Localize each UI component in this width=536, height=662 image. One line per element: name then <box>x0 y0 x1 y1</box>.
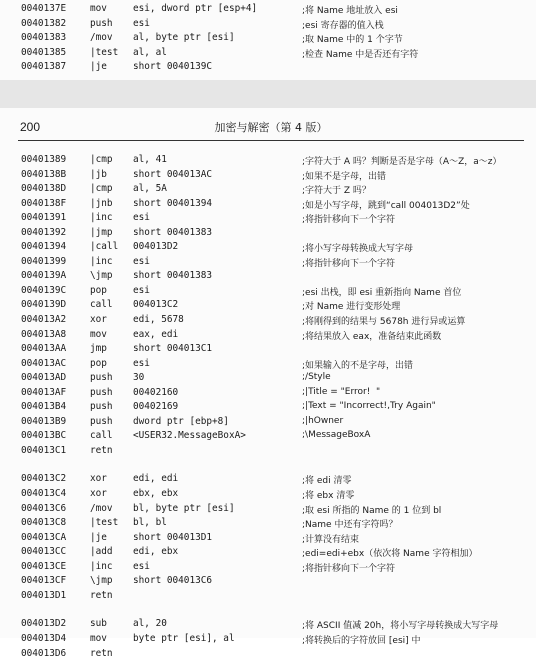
operands: edi, edi <box>133 473 178 484</box>
operands: al, al <box>133 47 167 58</box>
mnemonic: |jb <box>90 169 107 180</box>
address: 004013C4 <box>21 488 66 499</box>
mnemonic: |test <box>90 47 118 58</box>
address: 004013B4 <box>21 401 66 412</box>
comment: ;将 ASCII 值减 20h，将小写字母转换成大写字母 <box>302 618 498 631</box>
code-line <box>0 445 536 460</box>
code-line <box>0 241 536 256</box>
operands: 00402160 <box>133 387 178 398</box>
mnemonic: |je <box>90 532 107 543</box>
blank-line <box>0 604 536 618</box>
address: 0040138B <box>21 169 66 180</box>
comment: ;将指针移向下一个字符 <box>302 256 395 269</box>
page-number: 200 <box>20 120 40 134</box>
operands: ebx, ebx <box>133 488 178 499</box>
address: 004013B9 <box>21 416 66 427</box>
comment: ;取 Name 中的 1 个字节 <box>302 32 403 45</box>
operands: esi <box>133 561 150 572</box>
address: 004013AC <box>21 358 66 369</box>
address: 004013CA <box>21 532 66 543</box>
operands: esi <box>133 256 150 267</box>
operands: byte ptr [esi], al <box>133 633 235 644</box>
operands: 004013D2 <box>133 241 178 252</box>
comment: ;如果不是字母，出错 <box>302 169 386 182</box>
operands: <USER32.MessageBoxA> <box>133 430 246 441</box>
code-line <box>0 488 536 503</box>
address: 004013AA <box>21 343 66 354</box>
code-line <box>0 32 536 47</box>
book-title: 加密与解密（第 4 版） <box>18 119 524 135</box>
address: 004013D1 <box>21 590 66 601</box>
operands: dword ptr [ebp+8] <box>133 416 229 427</box>
code-line <box>0 256 536 271</box>
code-line <box>0 590 536 605</box>
page-header <box>18 118 524 141</box>
comment: ;将结果放入 eax，准备结束此函数 <box>302 329 441 342</box>
comment: ;字符大于 Z 吗？ <box>302 183 371 196</box>
code-line <box>0 169 536 184</box>
mnemonic: |jmp <box>90 227 113 238</box>
address: 004013D6 <box>21 648 66 659</box>
address: 00401389 <box>21 154 66 165</box>
comment: ;esi 寄存器的值入栈 <box>302 18 384 31</box>
comment: ;将刚得到的结果与 5678h 进行异或运算 <box>302 314 465 327</box>
comment: ;edi=edi+ebx（依次将 Name 字符相加） <box>302 546 477 559</box>
operands: short 00401383 <box>133 227 212 238</box>
address: 004013A8 <box>21 329 66 340</box>
address: 004013C1 <box>21 445 66 456</box>
code-line <box>0 314 536 329</box>
operands: 004013C2 <box>133 299 178 310</box>
comment: ;|hOwner <box>302 416 343 426</box>
comment: ;esi 出栈，即 esi 重新指向 Name 首位 <box>302 285 461 298</box>
mnemonic: mov <box>90 633 107 644</box>
blank-line <box>0 459 536 473</box>
operands: bl, bl <box>133 517 167 528</box>
mnemonic: mov <box>90 329 107 340</box>
comment: ;对 Name 进行变形处理 <box>302 299 400 312</box>
mnemonic: xor <box>90 473 107 484</box>
code-line <box>0 18 536 33</box>
code-listing <box>0 154 536 662</box>
address: 0040139D <box>21 299 66 310</box>
operands: 30 <box>133 372 144 383</box>
address: 00401391 <box>21 212 66 223</box>
operands: 00402169 <box>133 401 178 412</box>
operands: short 00401394 <box>133 198 212 209</box>
operands: short 0040139C <box>133 61 212 72</box>
comment: ;/Style <box>302 372 331 382</box>
code-line <box>0 270 536 285</box>
code-line <box>0 183 536 198</box>
mnemonic: sub <box>90 618 107 629</box>
code-line <box>0 387 536 402</box>
comment: ;取 esi 所指的 Name 的 1 位到 bl <box>302 503 441 516</box>
code-line <box>0 532 536 547</box>
comment: ;将 ebx 清零 <box>302 488 354 501</box>
address: 004013D2 <box>21 618 66 629</box>
mnemonic: |test <box>90 517 118 528</box>
operands: short 004013C6 <box>133 575 212 586</box>
code-line <box>0 343 536 358</box>
comment: ;检查 Name 中是否还有字符 <box>302 47 418 60</box>
comment: ;将 Name 地址放入 esi <box>302 3 398 16</box>
mnemonic: |cmp <box>90 154 113 165</box>
address: 004013C6 <box>21 503 66 514</box>
address: 00401383 <box>21 32 66 43</box>
mnemonic: retn <box>90 648 113 659</box>
mnemonic: push <box>90 387 113 398</box>
mnemonic: /mov <box>90 32 113 43</box>
comment: ;\MessageBoxA <box>302 430 370 440</box>
address: 0040139C <box>21 285 66 296</box>
operands: al, byte ptr [esi] <box>133 32 235 43</box>
code-line <box>0 47 536 62</box>
address: 0040139A <box>21 270 66 281</box>
mnemonic: retn <box>90 445 113 456</box>
address: 004013C2 <box>21 473 66 484</box>
address: 004013AD <box>21 372 66 383</box>
comment: ;字符大于 A 吗？判断是否是字母（A～Z，a～z） <box>302 154 501 167</box>
comment: ;将 edi 清零 <box>302 473 352 486</box>
comment: ;将小写字母转换成大写字母 <box>302 241 413 254</box>
mnemonic: retn <box>90 590 113 601</box>
operands: esi <box>133 212 150 223</box>
mnemonic: jmp <box>90 343 107 354</box>
operands: al, 41 <box>133 154 167 165</box>
mnemonic: call <box>90 430 113 441</box>
mnemonic: pop <box>90 358 107 369</box>
code-line <box>0 618 536 633</box>
comment: ;|Title = "Error! " <box>302 387 380 397</box>
code-line <box>0 198 536 213</box>
mnemonic: \jmp <box>90 575 113 586</box>
code-line <box>0 61 536 76</box>
comment: ;|Text = "Incorrect!,Try Again" <box>302 401 436 411</box>
comment: ;将指针移向下一个字符 <box>302 212 395 225</box>
operands: eax, edi <box>133 329 178 340</box>
code-line <box>0 329 536 344</box>
mnemonic: |jnb <box>90 198 113 209</box>
operands: edi, ebx <box>133 546 178 557</box>
code-line <box>0 154 536 169</box>
address: 004013D4 <box>21 633 66 644</box>
code-line <box>0 3 536 18</box>
address: 004013CE <box>21 561 66 572</box>
code-line <box>0 358 536 373</box>
operands: esi <box>133 285 150 296</box>
address: 004013C8 <box>21 517 66 528</box>
code-line <box>0 430 536 445</box>
comment: ;如果输入的不是字母，出错 <box>302 358 413 371</box>
mnemonic: /mov <box>90 503 113 514</box>
code-line <box>0 473 536 488</box>
address: 00401399 <box>21 256 66 267</box>
code-line <box>0 546 536 561</box>
mnemonic: push <box>90 372 113 383</box>
mnemonic: \jmp <box>90 270 113 281</box>
address: 0040137E <box>21 3 66 14</box>
address: 0040138F <box>21 198 66 209</box>
code-line <box>0 212 536 227</box>
code-line <box>0 401 536 416</box>
address: 0040138D <box>21 183 66 194</box>
code-line <box>0 299 536 314</box>
operands: al, 20 <box>133 618 167 629</box>
page <box>0 108 536 638</box>
mnemonic: xor <box>90 488 107 499</box>
code-line <box>0 575 536 590</box>
code-line <box>0 561 536 576</box>
operands: short 004013D1 <box>133 532 212 543</box>
mnemonic: mov <box>90 3 107 14</box>
address: 004013BC <box>21 430 66 441</box>
comment: ;将指针移向下一个字符 <box>302 561 395 574</box>
code-line <box>0 648 536 662</box>
mnemonic: push <box>90 401 113 412</box>
mnemonic: |je <box>90 61 107 72</box>
comment: ;计算没有结束 <box>302 532 359 545</box>
mnemonic: push <box>90 18 113 29</box>
address: 004013CF <box>21 575 66 586</box>
address: 00401392 <box>21 227 66 238</box>
comment: ;Name 中还有字符吗？ <box>302 517 397 530</box>
address: 00401394 <box>21 241 66 252</box>
mnemonic: push <box>90 416 113 427</box>
mnemonic: xor <box>90 314 107 325</box>
address: 00401382 <box>21 18 66 29</box>
operands: edi, 5678 <box>133 314 184 325</box>
code-line <box>0 633 536 648</box>
code-line <box>0 503 536 518</box>
code-line <box>0 285 536 300</box>
code-line <box>0 227 536 242</box>
operands: short 004013C1 <box>133 343 212 354</box>
code-line <box>0 416 536 431</box>
code-line <box>0 372 536 387</box>
address: 00401387 <box>21 61 66 72</box>
operands: esi, dword ptr [esp+4] <box>133 3 257 14</box>
mnemonic: |cmp <box>90 183 113 194</box>
code-line <box>0 517 536 532</box>
comment: ;如是小写字母，跳到“call 004013D2”处 <box>302 198 470 211</box>
mnemonic: |inc <box>90 212 113 223</box>
address: 004013AF <box>21 387 66 398</box>
operands: bl, byte ptr [esi] <box>133 503 235 514</box>
mnemonic: call <box>90 299 113 310</box>
mnemonic: |add <box>90 546 113 557</box>
mnemonic: |inc <box>90 256 113 267</box>
operands: short 004013AC <box>133 169 212 180</box>
comment: ;将转换后的字符放回 [esi] 中 <box>302 633 421 646</box>
previous-page-fragment <box>0 0 536 80</box>
mnemonic: |inc <box>90 561 113 572</box>
mnemonic: |call <box>90 241 118 252</box>
operands: esi <box>133 358 150 369</box>
code-listing-top <box>0 3 536 76</box>
operands: al, 5A <box>133 183 167 194</box>
operands: short 00401383 <box>133 270 212 281</box>
mnemonic: pop <box>90 285 107 296</box>
address: 004013A2 <box>21 314 66 325</box>
operands: esi <box>133 18 150 29</box>
page-gap <box>0 80 536 108</box>
address: 00401385 <box>21 47 66 58</box>
address: 004013CC <box>21 546 66 557</box>
